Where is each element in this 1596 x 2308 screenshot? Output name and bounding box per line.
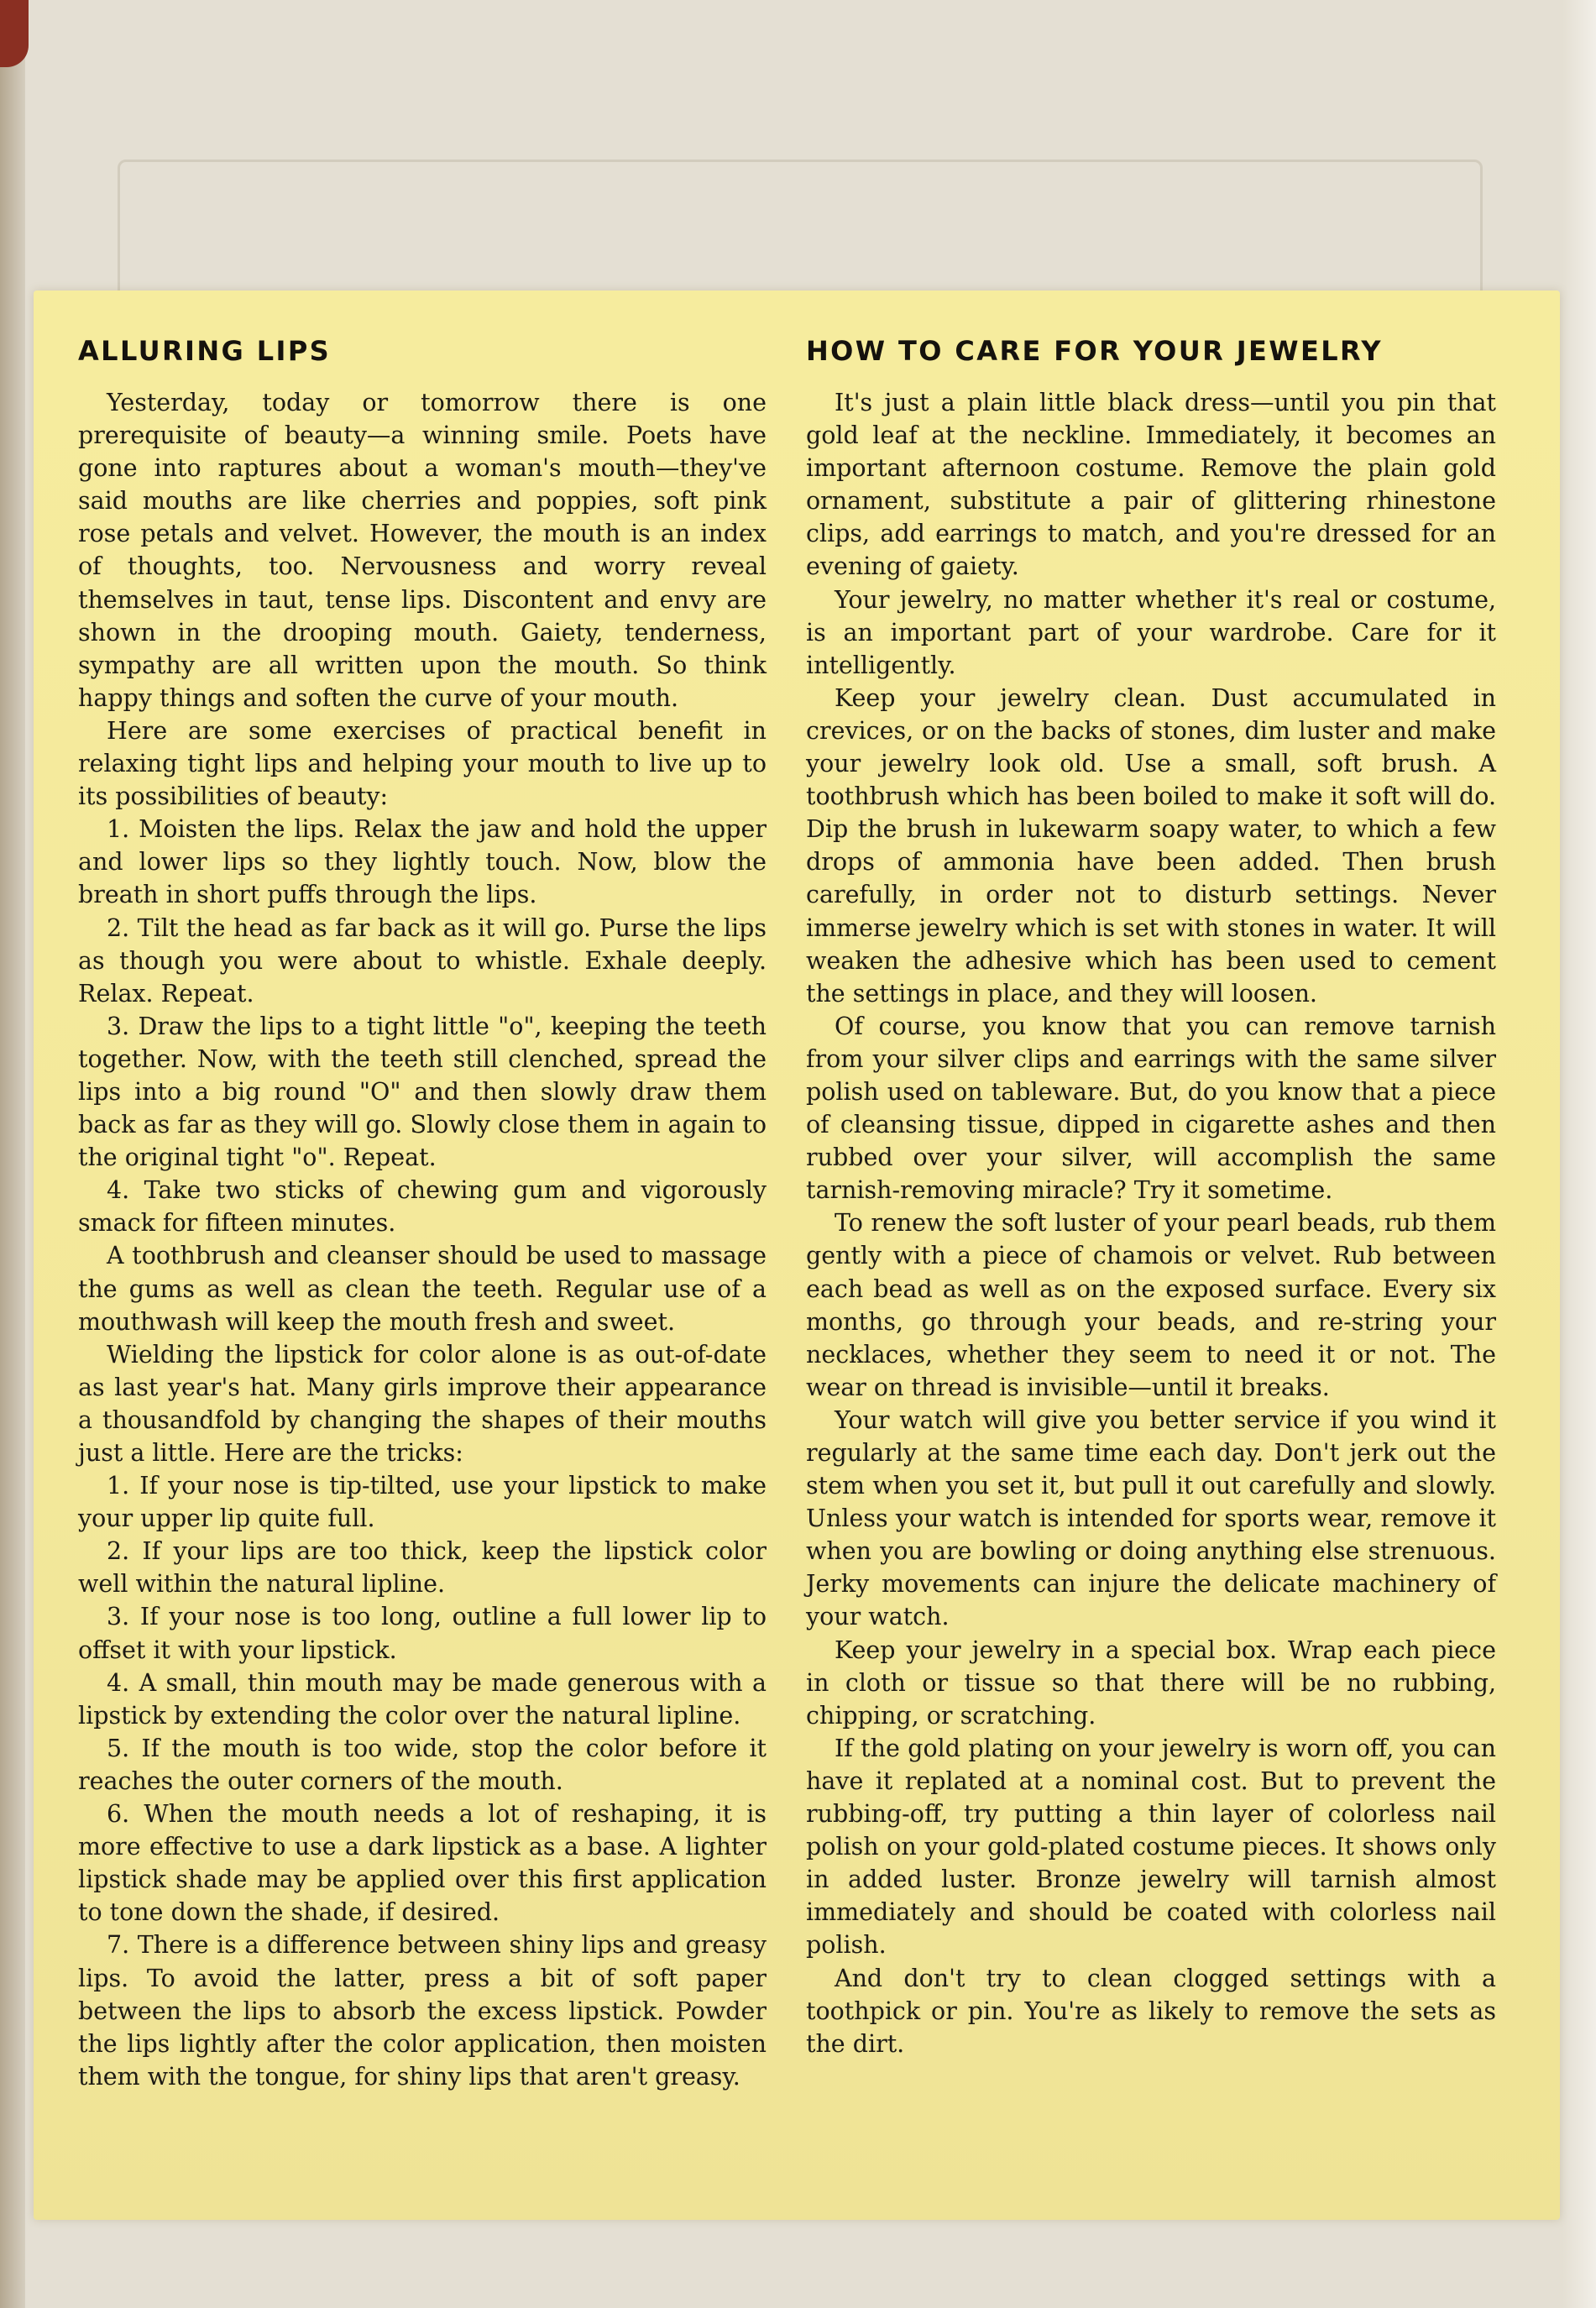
paragraph: To renew the soft luster of your pearl beads, rub them gently with a piece of chamois or velvet. Rub between each bead as well as on the exposed surface. Every six months, go through your beads, and re-string your necklaces, whether they seem to need it or not. The wear on thread is invisible—until it breaks. — [806, 1209, 1496, 1401]
paragraph: A toothbrush and cleanser should be used to massage the gums as well as clean the teeth. Regular use of a mouthwash will keep the mouth fresh and sweet. — [78, 1242, 767, 1336]
paragraph: Keep your jewelry in a special box. Wrap each piece in cloth or tissue so that there will be no rubbing, chipping, or scratching. — [806, 1635, 1496, 1730]
paragraph: If the gold plating on your jewelry is worn off, you can have it replated at a nominal cost. But to prevent the rubbing-off, try putting a thin layer of colorless nail polish on your gold-plated costume pieces. It shows only in added luster. Bronze jewelry will tarnish almost immediately and should be coated with colorless nail polish. — [806, 1734, 1496, 1960]
article-title: ALLURING LIPS — [78, 335, 332, 367]
page-edge — [0, 0, 25, 2308]
paragraph: Wielding the lipstick for color alone is as out-of-date as last year's hat. Many girls improve their appearance a thousandfold by changing the shapes of their mouths just a little. Here are the tricks: — [78, 1340, 767, 1467]
article-jewelry-care — [806, 334, 1496, 2060]
paragraph: 5. If the mouth is too wide, stop the color before it reaches the outer corners of the mouth. — [78, 1734, 767, 1795]
paragraph: Keep your jewelry clean. Dust accumulated in crevices, or on the backs of stones, dim luster and make your jewelry look old. Use a small, soft brush. A toothbrush which has been boiled to make it soft will do. Dip the brush in lukewarm soapy water, to which a few drops of ammonia have been added. Then brush carefully, in order not to disturb settings. Never immerse jewelry which is set with stones in water. It will weaken the adhesive which has been used to cement the settings in place, and they will loosen. — [806, 683, 1496, 1007]
paragraph: Your jewelry, no matter whether it's real or costume, is an important part of your wardrobe. Care for it intelligently. — [806, 585, 1496, 679]
paragraph: 3. If your nose is too long, outline a full lower lip to offset it with your lipstick. — [78, 1603, 767, 1664]
paragraph: 4. A small, thin mouth may be made generous with a lipstick by extending the color over the natural lipline. — [78, 1668, 767, 1730]
faded-banner — [118, 160, 1483, 299]
corner-mark — [0, 0, 29, 67]
paragraph: Yesterday, today or tomorrow there is one prerequisite of beauty—a winning smile. Poets have gone into raptures about a woman's mouth—they've said mouths are like cherries and poppies, soft pink rose petals and velvet. However, the mouth is an index of thoughts, too. Nervousness and worry reveal themselves in taut, tense lips. Discontent and envy are shown in the drooping mouth. Gaiety, tenderness, sympathy are all written upon the mouth. So think happy things and soften the curve of your mouth. — [78, 389, 767, 712]
article-alluring-lips — [78, 334, 767, 2093]
paragraph: 2. Tilt the head as far back as it will go. Purse the lips as though you were about to whistle. Exhale deeply. Relax. Repeat. — [78, 913, 767, 1007]
article-title: HOW TO CARE FOR YOUR JEWELRY — [806, 335, 1383, 367]
paragraph: Here are some exercises of practical benefit in relaxing tight lips and helping your mouth to live up to its possibilities of beauty: — [78, 716, 767, 811]
paragraph: 3. Draw the lips to a tight little "o", keeping the teeth together. Now, with the teeth still clenched, spread the lips into a big round "O" and then slowly draw them back as far as they will go. Slowly close them in again to the original tight "o". Repeat. — [78, 1012, 767, 1172]
paragraph: 4. Take two sticks of chewing gum and vigorously smack for fifteen minutes. — [78, 1176, 767, 1238]
paragraph: 7. There is a difference between shiny lips and greasy lips. To avoid the latter, press a bit of soft paper between the lips to absorb the excess lipstick. Powder the lips lightly after the color application, then moisten them with the tongue, for shiny lips that aren't greasy. — [78, 1931, 767, 2091]
paragraph: 1. Moisten the lips. Relax the jaw and hold the upper and lower lips so they lightly touch. Now, blow the breath in short puffs through the lips. — [78, 815, 767, 909]
paragraph: 6. When the mouth needs a lot of reshaping, it is more effective to use a dark lipstick as a base. A lighter lipstick shade may be applied over this first application to tone down the shade, if desired. — [78, 1800, 767, 1927]
paragraph: Your watch will give you better service if you wind it regularly at the same time each day. Don't jerk out the stem when you set it, but pull it out carefully and slowly. Unless your watch is intended for sports wear, remove it when you are bowling or doing anything else strenuous. Jerky movements can injure the delicate machinery of your watch. — [806, 1405, 1496, 1631]
right-page-edge — [1562, 0, 1596, 2308]
paragraph: And don't try to clean clogged settings with a toothpick or pin. You're as likely to remove the sets as the dirt. — [806, 1964, 1496, 2058]
paragraph: 2. If your lips are too thick, keep the lipstick color well within the natural lipline. — [78, 1537, 767, 1599]
paragraph: It's just a plain little black dress—until you pin that gold leaf at the neckline. Immediately, it becomes an important afternoon costume. Remove the plain gold ornament, substitute a pair of glittering rhinestone clips, add earrings to match, and you're dressed for an evening of gaiety. — [806, 389, 1496, 581]
paragraph: Of course, you know that you can remove tarnish from your silver clips and earrings with the same silver polish used on tableware. But, do you know that a piece of cleansing tissue, dipped in cigarette ashes and then rubbed over your silver, will accomplish the same tarnish-removing miracle? Try it sometime. — [806, 1012, 1496, 1205]
paragraph: 1. If your nose is tip-tilted, use your lipstick to make your upper lip quite full. — [78, 1472, 767, 1533]
